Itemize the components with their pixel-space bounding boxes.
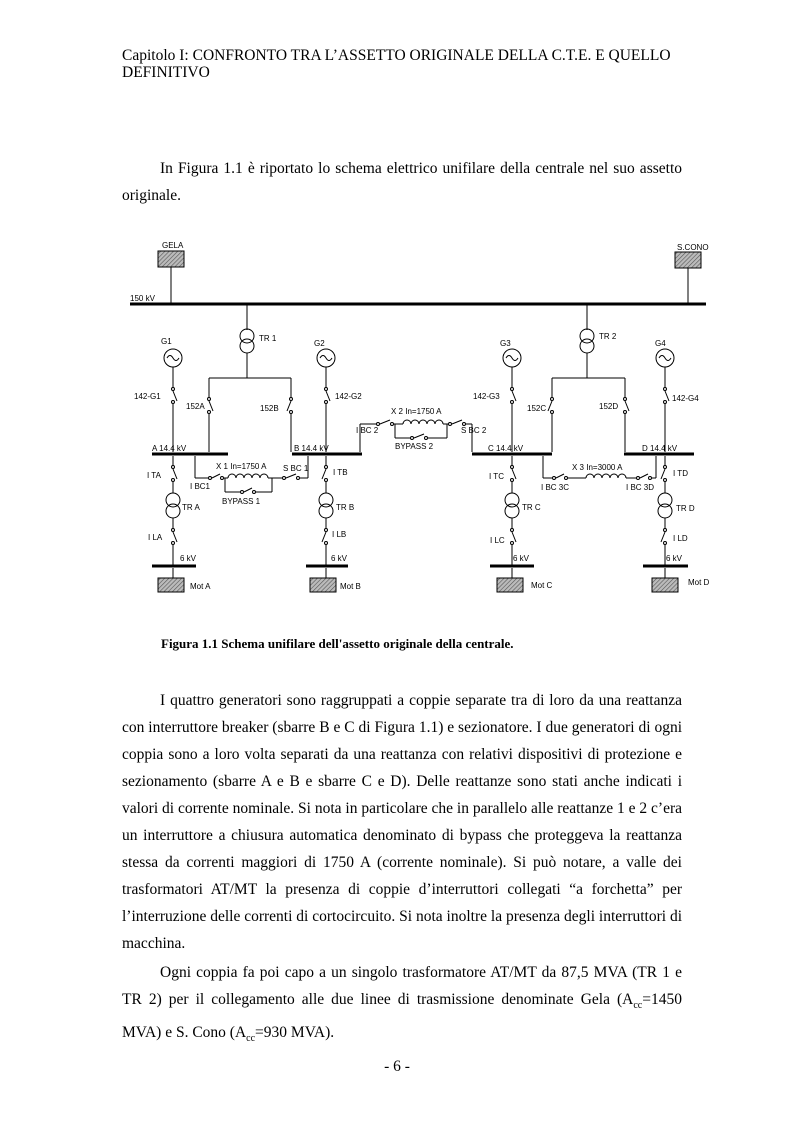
svg-text:TR B: TR B bbox=[336, 503, 355, 512]
svg-text:6 kV: 6 kV bbox=[180, 554, 197, 563]
breaker-152a bbox=[186, 378, 213, 452]
grid-gela bbox=[158, 251, 184, 267]
label-tr2: TR 2 bbox=[599, 332, 617, 341]
body-paragraph-2: Ogni coppia fa poi capo a un singolo trasformatore AT/MT da 87,5 MVA (TR 1 e TR 2) per il collegamento alle due linee di trasmissione denominate Gela ($A_{cc}=1450$ MVA) e S. Cono ($A_{cc}=930$ MVA). bbox=[122, 964, 682, 1045]
svg-text:152C: 152C bbox=[527, 404, 547, 413]
label-tr1: TR 1 bbox=[259, 334, 277, 343]
body-paragraph-1: I quattro generatori sono raggruppati a coppie separate tra di loro da una reattanza con interruttore breaker (sbarre B e C di Figura 1.1) e sezionatore. I due generatori di ogni coppia sono a loro volta separati da una reattanza con relativi dispositivi di protezione e sezionamento (sbarre A e B e sbarre C e D). Delle reattanze sono stati anche indicati i valori di corrente nominale. Si nota in particolare che in parallelo alle reattanze 1 e 2 c’era un interruttore a chiusura automatica denominato di bypass che proteggeva la reattanza stessa da correnti maggiori di 1750 A (corrente nominale). Si può notare, a valle dei trasformatori AT/MT la presenza di coppie d’interruttori collegati “a forchetta” per l’interruzione delle correnti di cortocircuito. Si nota inoltre la presenza degli interruttori di macchina. bbox=[122, 692, 682, 952]
tr2-winding-2 bbox=[580, 339, 594, 353]
label-g1: G1 bbox=[161, 337, 172, 346]
svg-text:Mot B: Mot B bbox=[340, 582, 361, 591]
svg-text:Mot A: Mot A bbox=[190, 582, 211, 591]
svg-text:I BC 2: I BC 2 bbox=[356, 426, 379, 435]
svg-text:BYPASS 1: BYPASS 1 bbox=[222, 497, 261, 506]
svg-text:6 kV: 6 kV bbox=[513, 554, 530, 563]
breaker-152d bbox=[599, 378, 629, 452]
figure-caption: Figura 1.1 Schema unifilare dell'assetto originale della centrale. bbox=[161, 636, 514, 651]
reactor-x3 bbox=[541, 456, 656, 492]
reactor-x1 bbox=[190, 456, 309, 506]
label-bus-d: D 14.4 kV bbox=[642, 444, 678, 453]
label-gela: GELA bbox=[162, 241, 184, 250]
svg-text:I TD: I TD bbox=[673, 469, 688, 478]
svg-text:X 2 In=1750 A: X 2 In=1750 A bbox=[391, 407, 442, 416]
label-g4: G4 bbox=[655, 339, 666, 348]
label-bus-c: C 14.4 kV bbox=[488, 444, 524, 453]
breaker-152b bbox=[260, 378, 293, 452]
feeder-a bbox=[147, 456, 211, 592]
svg-text:X 1 In=1750 A: X 1 In=1750 A bbox=[216, 462, 267, 471]
label-g2: G2 bbox=[314, 339, 325, 348]
svg-text:S BC 2: S BC 2 bbox=[461, 426, 487, 435]
label-scono: S.CONO bbox=[677, 243, 709, 252]
generator-g3 bbox=[500, 339, 521, 367]
svg-text:Mot D: Mot D bbox=[688, 578, 710, 587]
single-line-diagram bbox=[120, 232, 720, 607]
svg-text:TR A: TR A bbox=[182, 503, 200, 512]
svg-text:TR C: TR C bbox=[522, 503, 541, 512]
svg-text:I LD: I LD bbox=[673, 534, 688, 543]
svg-text:6 kV: 6 kV bbox=[666, 554, 683, 563]
svg-text:I LC: I LC bbox=[490, 536, 505, 545]
header-line-1: Capitolo I: CONFRONTO TRA L’ASSETTO ORIGINALE DELLA C.T.E. E QUELLO bbox=[122, 47, 671, 64]
label-g3: G3 bbox=[500, 339, 511, 348]
intro-paragraph: In Figura 1.1 è riportato lo schema elettrico unifilare della centrale nel suo assetto originale. bbox=[122, 160, 682, 204]
svg-text:6 kV: 6 kV bbox=[331, 554, 348, 563]
svg-text:I TB: I TB bbox=[333, 468, 348, 477]
svg-text:142-G2: 142-G2 bbox=[335, 392, 362, 401]
svg-text:142-G3: 142-G3 bbox=[473, 392, 500, 401]
svg-text:152A: 152A bbox=[186, 402, 205, 411]
svg-text:S BC 1: S BC 1 bbox=[283, 464, 309, 473]
tr1-winding-2 bbox=[240, 339, 254, 353]
feeder-d bbox=[643, 456, 710, 592]
svg-text:Mot C: Mot C bbox=[531, 581, 553, 590]
generator-g4 bbox=[655, 339, 674, 367]
running-header bbox=[122, 47, 702, 81]
label-150kv: 150 kV bbox=[130, 294, 155, 303]
switch-142g2 bbox=[325, 367, 363, 452]
svg-text:X 3 In=3000 A: X 3 In=3000 A bbox=[572, 463, 623, 472]
header-line-2: DEFINITIVO bbox=[122, 64, 210, 81]
svg-text:BYPASS 2: BYPASS 2 bbox=[395, 442, 434, 451]
svg-text:I BC 3C: I BC 3C bbox=[541, 483, 570, 492]
page-number: - 6 - bbox=[384, 1058, 410, 1075]
label-bus-b: B 14.4 kV bbox=[294, 444, 329, 453]
svg-text:152B: 152B bbox=[260, 404, 279, 413]
svg-text:TR D: TR D bbox=[676, 504, 695, 513]
breaker-152c bbox=[527, 378, 554, 452]
svg-text:152D: 152D bbox=[599, 402, 619, 411]
switch-142g1 bbox=[134, 367, 177, 452]
svg-text:142-G1: 142-G1 bbox=[134, 392, 161, 401]
switch-142g4 bbox=[664, 367, 700, 452]
label-bus-a: A 14.4 kV bbox=[152, 444, 187, 453]
generator-g1 bbox=[161, 337, 182, 367]
switch-142g3 bbox=[473, 367, 516, 452]
reactor-x2 bbox=[356, 407, 487, 452]
generator-g2 bbox=[314, 339, 335, 367]
grid-scono bbox=[675, 252, 701, 268]
feeder-b bbox=[306, 456, 361, 592]
svg-text:142-G4: 142-G4 bbox=[672, 394, 699, 403]
svg-text:I TC: I TC bbox=[489, 472, 504, 481]
svg-text:I LA: I LA bbox=[148, 533, 163, 542]
svg-text:I TA: I TA bbox=[147, 471, 161, 480]
svg-text:I BC 3D: I BC 3D bbox=[626, 483, 655, 492]
svg-text:I BC1: I BC1 bbox=[190, 482, 211, 491]
svg-text:I LB: I LB bbox=[332, 530, 347, 539]
